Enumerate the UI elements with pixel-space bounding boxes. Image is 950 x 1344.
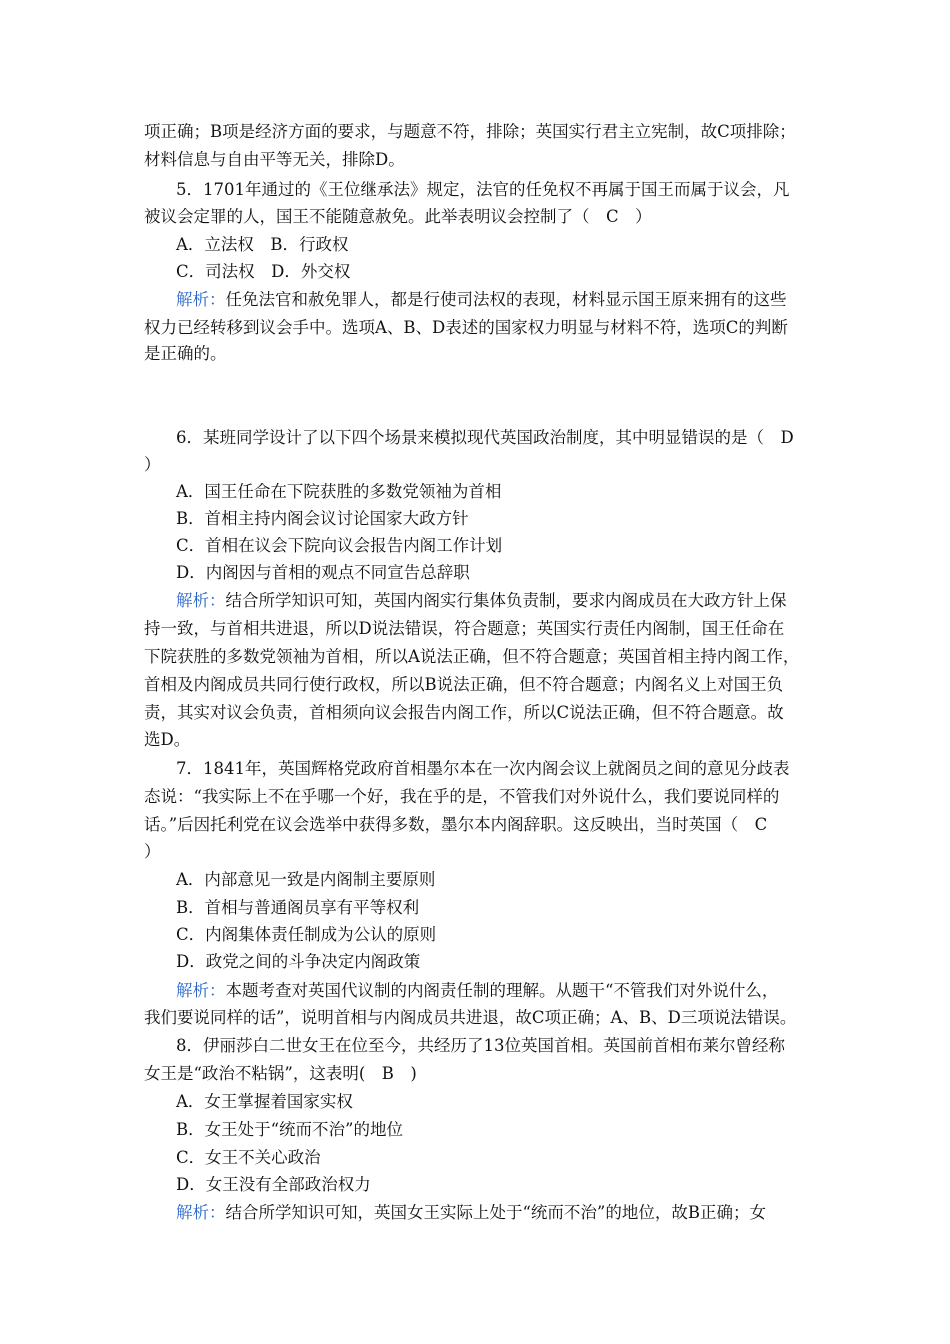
- analysis-text: 任免法官和赦免罪人，都是行使司法权的表现，材料显示国王原来拥有的这些: [225, 290, 787, 309]
- question-7-option-b: B．首相与普通阁员享有平等权利: [176, 898, 420, 917]
- analysis-label: 解析：: [176, 591, 226, 610]
- question-6-stem: 6．某班同学设计了以下四个场景来模拟现代英国政治制度，其中明显错误的是（ D: [176, 428, 794, 447]
- analysis-text: 结合所学知识可知，英国女王实际上处于“统而不治”的地位，故B正确；女: [225, 1203, 766, 1222]
- question-7-stem: 7．1841年，英国辉格党政府首相墨尔本在一次内阁会议上就阁员之间的意见分歧表: [176, 759, 790, 778]
- question-8-option-b: B．女王处于“统而不治”的地位: [176, 1120, 403, 1139]
- question-5-stem: 5．1701年通过的《王位继承法》规定，法官的任免权不再属于国王而属于议会，凡: [176, 180, 790, 199]
- text-line: 材料信息与自由平等无关，排除D。: [144, 150, 405, 169]
- analysis-text: 结合所学知识可知，英国内阁实行集体负责制，要求内阁成员在大政方针上保: [225, 591, 787, 610]
- analysis-6: [176, 589, 950, 613]
- question-6-option-d: D．内阁因与首相的观点不同宣告总辞职: [176, 563, 470, 582]
- analysis-6-cont: 持一致，与首相共进退，所以D说法错误，符合题意；英国实行责任内阁制，国王任命在: [144, 619, 785, 638]
- question-8-option-a: A．女王掌握着国家实权: [176, 1092, 353, 1111]
- question-8-option-d: D．女王没有全部政治权力: [176, 1175, 371, 1194]
- analysis-6-cont: 首相及内阁成员共同行使行政权，所以B说法正确，但不符合题意；内阁名义上对国王负: [144, 675, 784, 694]
- question-6-option-a: A．国王任命在下院获胜的多数党领袖为首相: [176, 482, 502, 501]
- question-6-stem: ）: [144, 455, 161, 474]
- analysis-label: 解析：: [176, 981, 226, 1000]
- analysis-6-cont: 选D。: [144, 730, 191, 749]
- analysis-6-cont: 责，其实对议会负责，首相须向议会报告内阁工作，所以C说法正确，但不符合题意。故: [144, 703, 784, 722]
- question-8-stem: 8．伊丽莎白二世女王在位至今，共经历了13位英国首相。英国前首相布莱尔曾经称: [176, 1036, 785, 1055]
- analysis-label: 解析：: [176, 290, 226, 309]
- text-line: 项正确；B项是经济方面的要求，与题意不符，排除；英国实行君主立宪制，故C项排除；: [144, 122, 796, 141]
- analysis-label: 解析：: [176, 1203, 226, 1222]
- question-6-option-b: B．首相主持内阁会议讨论国家大政方针: [176, 509, 469, 528]
- analysis-5-cont: 是正确的。: [144, 344, 227, 363]
- analysis-5: [176, 288, 950, 312]
- analysis-text: 本题考查对英国代议制的内阁责任制的理解。从题干“不管我们对外说什么，: [225, 981, 779, 1000]
- question-7-stem: 态说：“我实际上不在乎哪一个好，我在乎的是，不管我们对外说什么，我们要说同样的: [144, 787, 780, 806]
- question-5-stem: 被议会定罪的人，国王不能随意赦免。此举表明议会控制了（ C ）: [144, 207, 652, 226]
- analysis-7-cont: 我们要说同样的话”，说明首相与内阁成员共进退，故C项正确；A、B、D三项说法错误。: [144, 1008, 797, 1027]
- analysis-6-cont: 下院获胜的多数党领袖为首相，所以A说法正确，但不符合题意；英国首相主持内阁工作，: [144, 647, 800, 666]
- question-7-option-a: A．内部意见一致是内阁制主要原则: [176, 870, 436, 889]
- question-7-stem: ）: [144, 842, 161, 861]
- question-7-stem: 话。”后因托利党在议会选举中获得多数，墨尔本内阁辞职。这反映出，当时英国（ C: [144, 815, 768, 834]
- question-7-option-c: C．内阁集体责任制成为公认的原则: [176, 925, 437, 944]
- question-5-options: A．立法权 B．行政权: [176, 235, 349, 254]
- question-5-options: C．司法权 D．外交权: [176, 262, 351, 281]
- analysis-5-cont: 权力已经转移到议会手中。选项A、B、D表述的国家权力明显与材料不符，选项C的判断: [144, 318, 788, 337]
- analysis-7: [176, 979, 950, 1003]
- question-6-option-c: C．首相在议会下院向议会报告内阁工作计划: [176, 536, 503, 555]
- question-7-option-d: D．政党之间的斗争决定内阁政策: [176, 952, 421, 971]
- question-8-stem: 女王是“政治不粘锅”，这表明( B ): [144, 1064, 417, 1083]
- question-8-option-c: C．女王不关心政治: [176, 1148, 321, 1167]
- analysis-8: [176, 1201, 950, 1225]
